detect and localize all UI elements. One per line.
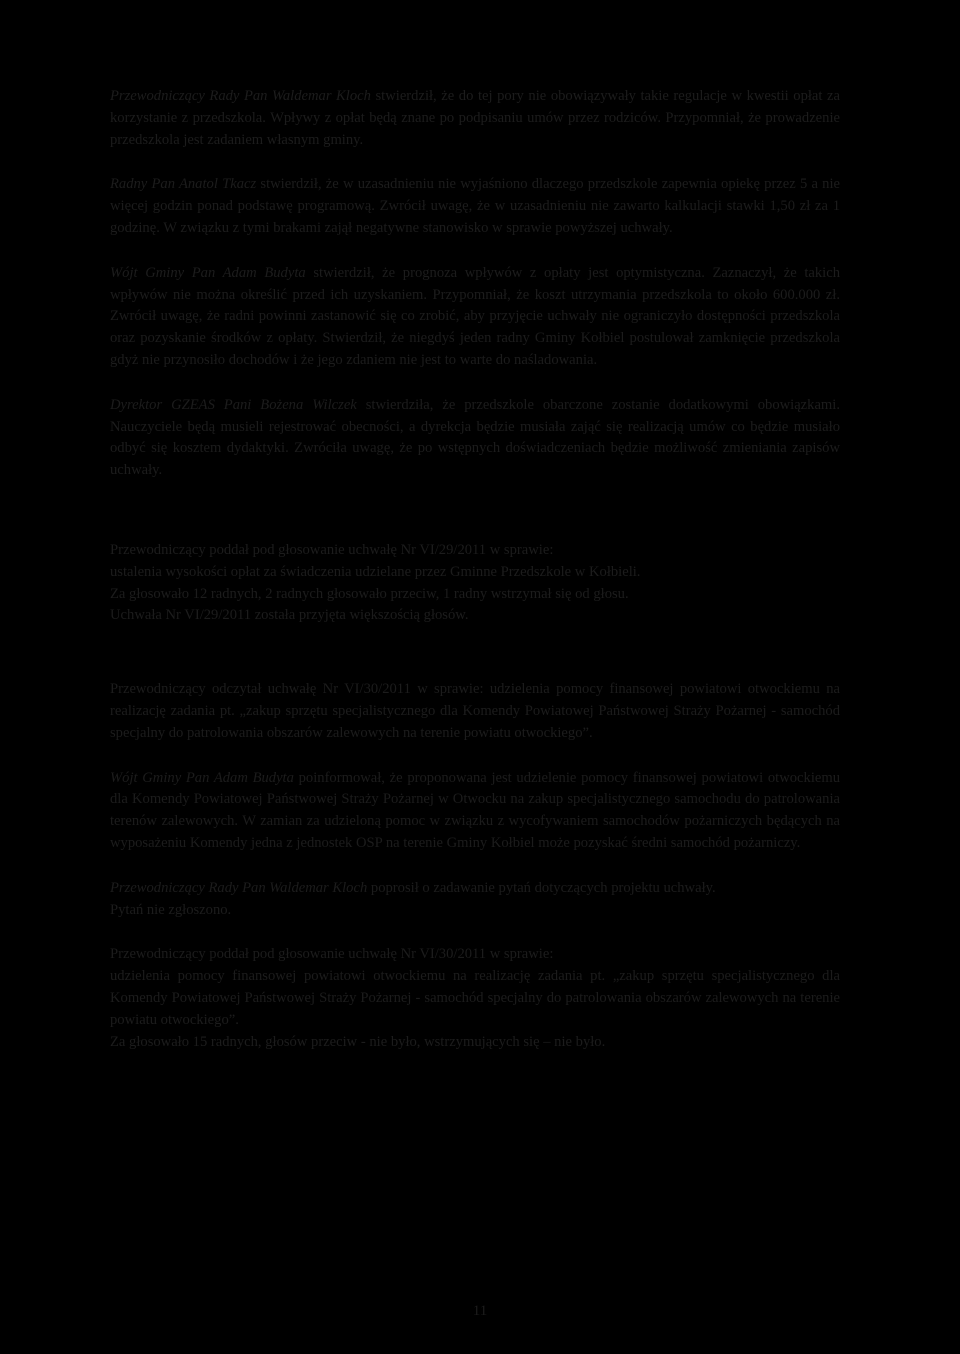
paragraph-wojt-1 [110,263,840,372]
vote-result-line: Za głosowało 15 radnych, głosów przeciw - nie było, wstrzymujących się – nie było. [110,1033,606,1050]
speaker-name: Wójt Gminy Pan Adam Budyta [110,769,294,786]
paragraph-text: poinformował, że proponowana jest udzielenie pomocy finansowej powiatowi otwockiemu dla Komendy Powiatowej Państwowej Straży Pożarnej w Otwocku na zakup specjalistycznego samochodu do patrolowania terenów zalewowych. W zamian za udzieloną pomoc w związku z wycofywaniem samochodów pożarniczych będących na wyposażeniu Komendy jedna z jednostek OSP na terenie Gminy Kołbiel może pozyskać średni samochód pożarniczy. [110,769,840,851]
page-number: 11 [472,1303,488,1319]
paragraph-text: stwierdził, że w uzasadnieniu nie wyjaśniono dlaczego przedszkole zapewnia opiekę przez 5 a nie więcej godzin ponad podstawę programową. Zwrócił uwagę, że w uzasadnieniu nie zawarto kalkulacji stawki 1,50 zł za 1 godzinę. W związku z tymi brakami zajął negatywne stanowisko w sprawie powyższej uchwały. [110,176,841,236]
paragraph-wojt-2 [110,768,840,855]
vote-intro-line: Przewodniczący poddał pod głosowanie uchwałę Nr VI/30/2011 w sprawie: [110,946,554,963]
no-questions-line: Pytań nie zgłoszono. [110,901,232,918]
vote-result-line: Za głosowało 12 radnych, 2 radnych głosowało przeciw, 1 radny wstrzymał się od głosu. [110,585,629,602]
speaker-name: Radny Pan Anatol Tkacz [110,176,257,193]
paragraph-text: poprosił o zadawanie pytań dotyczących projektu uchwały. [370,879,716,896]
vote-subject-line: ustalenia wysokości opłat za świadczenia udzielane przez Gminne Przedszkole w Kołbieli. [110,563,641,580]
paragraph-councillor-tkacz [110,174,840,239]
paragraph-text: stwierdził, że do tej pory nie obowiązywały takie regulacje w kwestii opłat za korzystanie z przedszkola. Wpływy z opłat będą znane po podpisaniu umów przez rodziców. Przypomniał, że prowadzenie przedszkola jest zadaniem własnym gminy. [110,88,840,148]
paragraph-chairman-2 [110,878,840,922]
vote-subject-line: udzielenia pomocy finansowej powiatowi otwockiemu na realizację zadania pt. „zakup sprzętu specjalistycznego dla Komendy Powiatowej Państwowej Straży Pożarnej - samochód specjalny do patrolowania obszarów zalewowych na terenie powiatu otwockiego”. [110,968,840,1028]
vote-block-resolution-29 [110,540,840,627]
paragraph-chairman-1 [110,86,840,151]
speaker-name: Wójt Gminy Pan Adam Budyta [110,264,306,281]
vote-intro-line: Przewodniczący poddał pod głosowanie uchwałę Nr VI/29/2011 w sprawie: [110,541,554,558]
speaker-name: Dyrektor GZEAS Pani Bożena Wilczek [110,396,357,413]
speaker-name: Przewodniczący Rady Pan Waldemar Kloch [110,879,368,896]
speaker-name: Przewodniczący Rady Pan Waldemar Kloch [110,88,371,104]
vote-outcome-line: Uchwała Nr VI/29/2011 została przyjęta większością głosów. [110,607,469,624]
reading-text: Przewodniczący odczytał uchwałę Nr VI/30/2011 w sprawie: udzielenia pomocy finansowej powiatowi otwockiemu na realizację zadania pt. „zakup sprzętu specjalistycznego dla Komendy Powiatowej Państwowej Straży Pożarnej - samochód specjalny do patrolowania obszarów zalewowych na terenie powiatu otwockiego”. [110,681,840,741]
vote-block-resolution-30 [110,944,840,1053]
paragraph-director [110,395,840,482]
document-page [110,86,840,1053]
reading-resolution-30 [110,679,840,744]
paragraph-text: stwierdziła, że przedszkole obarczone zostanie dodatkowymi obowiązkami. Nauczyciele będą musieli rejestrować obecności, a dyrekcja będzie musiała zająć się realizacją umów co będzie musiało odbyć się kosztem dydaktyki. Zwróciła uwagę, że po wstępnych doświadczeniach będzie możliwość zmieniania zapisów uchwały. [110,396,840,479]
paragraph-text: stwierdził, że prognoza wpływów z opłaty jest optymistyczna. Zaznaczył, że takich wpływów nie można określić przed ich uzyskaniem. Przypomniał, że koszt utrzymania przedszkola to około 600.000 zł. Zwrócił uwagę, że radni powinni zastanowić się co zrobić, aby przyjęcie uchwały nie ograniczyło dostępności przedszkola oraz pozyskanie środków z opłaty. Stwierdził, że niegdyś jeden radny Gminy Kołbiel postulował zamknięcie przedszkola gdyż nie przynosiło dochodów i że jego zdaniem nie jest to warte do naśladowania. [110,264,840,368]
